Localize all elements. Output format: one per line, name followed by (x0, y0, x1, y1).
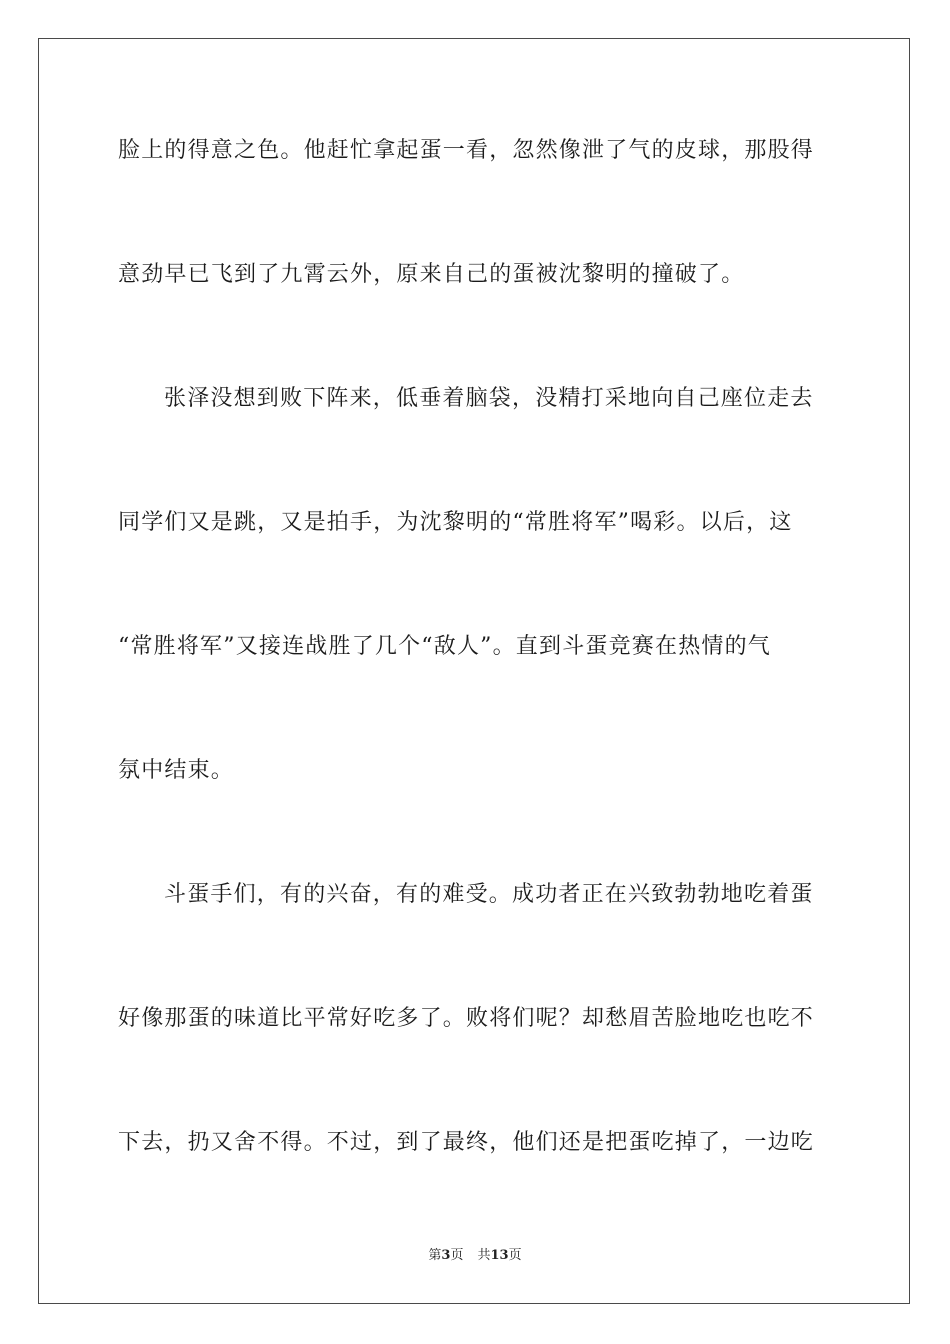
text-line-1: 脸上的得意之色。他赶忙拿起蛋一看，忽然像泄了气的皮球，那股得 (118, 138, 815, 163)
page-unit: 页 (450, 1248, 464, 1263)
page-border (38, 38, 910, 1304)
total-page-number: 13 (490, 1248, 509, 1263)
total-prefix: 共 (477, 1248, 491, 1263)
current-page-number: 3 (441, 1248, 451, 1263)
total-unit: 页 (508, 1248, 522, 1263)
text-line-9: 下去，扔又舍不得。不过，到了最终，他们还是把蛋吃掉了，一边吃 (118, 1130, 815, 1155)
text-line-3: 张泽没想到败下阵来，低垂着脑袋，没精打采地向自己座位走去 (164, 386, 814, 411)
page-prefix: 第 (428, 1248, 442, 1263)
text-line-8: 好像那蛋的味道比平常好吃多了。败将们呢？却愁眉苦脸地吃也吃不 (118, 1006, 815, 1031)
page-footer (0, 1247, 950, 1265)
text-line-6: 氛中结束。 (118, 758, 235, 783)
text-line-4: 同学们又是跳，又是拍手，为沈黎明的“常胜将军”喝彩。以后，这 (118, 510, 793, 535)
text-line-5: “常胜将军”又接连战胜了几个“敌人”。直到斗蛋竞赛在热情的气 (118, 634, 771, 659)
text-line-2: 意劲早已飞到了九霄云外，原来自己的蛋被沈黎明的撞破了。 (118, 262, 745, 287)
text-line-7: 斗蛋手们，有的兴奋，有的难受。成功者正在兴致勃勃地吃着蛋 (164, 882, 814, 907)
